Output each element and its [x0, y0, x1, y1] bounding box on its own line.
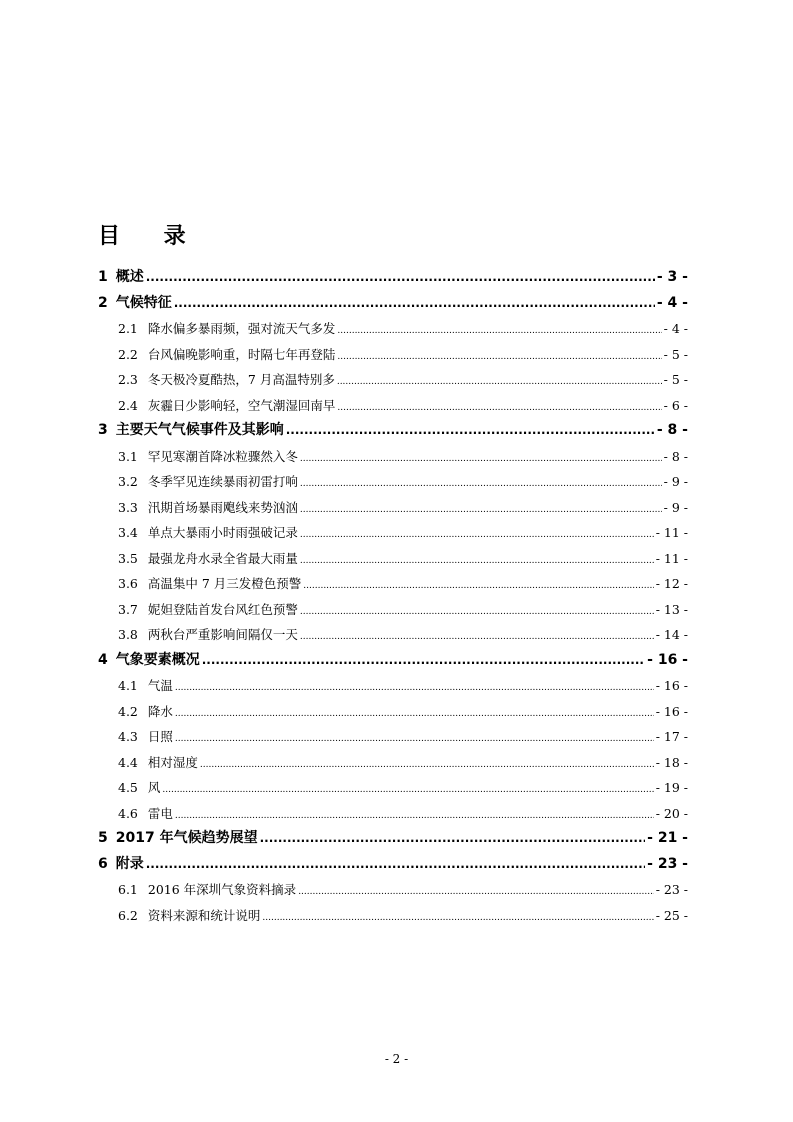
toc-entry-number: 2.3 — [118, 372, 138, 387]
toc-entry-number: 2 — [98, 294, 108, 311]
toc-entry-page: - 11 - — [655, 525, 688, 540]
dot-leader — [162, 778, 653, 801]
toc-entry-number: 4.3 — [118, 729, 138, 744]
toc-entry-page: - 3 - — [656, 269, 688, 285]
toc-entry-text: 雷电 — [147, 805, 173, 821]
toc-entry-page: - 13 - — [655, 601, 688, 617]
page-number: - 2 - — [384, 1052, 409, 1066]
toc-entry-number: 2.4 — [118, 397, 138, 413]
dot-leader — [300, 549, 654, 572]
toc-entry[interactable] — [98, 342, 688, 368]
toc-entry-text: 气象要素概况 — [115, 651, 200, 668]
toc-entry-page: - 19 - — [655, 780, 688, 795]
toc-entry-page: - 4 - — [663, 321, 688, 336]
toc-entry-number: 3 — [98, 422, 108, 438]
toc-entry-page: - 23 - — [655, 882, 688, 897]
toc-entry[interactable] — [98, 291, 688, 317]
toc-entry-page: - 5 - — [663, 346, 688, 362]
dot-leader — [337, 345, 661, 368]
dot-leader — [286, 418, 655, 444]
toc-entry-text: 最强龙舟水录全省最大雨量 — [147, 550, 298, 566]
toc-entry-text: 气温 — [147, 678, 173, 693]
toc-entry[interactable] — [98, 648, 688, 674]
toc-entry-page: - 16 - — [655, 678, 688, 693]
dot-leader — [337, 319, 661, 342]
toc-entry-number: 3.8 — [118, 627, 138, 642]
toc-entry-text: 冬季罕见连续暴雨初雷打响 — [147, 474, 298, 489]
toc-entry-number: 4.6 — [118, 805, 138, 821]
dot-leader — [337, 370, 662, 393]
toc-entry-page: - 17 - — [655, 729, 688, 744]
toc-entry-number: 3.5 — [118, 550, 138, 566]
toc-entry-number: 4.1 — [118, 678, 138, 693]
toc-entry[interactable] — [98, 877, 688, 903]
toc-entry-number: 1 — [98, 269, 108, 285]
toc-entry-number: 3.1 — [118, 448, 138, 464]
toc-entry[interactable] — [98, 316, 688, 342]
toc-entry[interactable] — [98, 724, 688, 750]
toc-entry-page: - 16 - — [647, 651, 688, 668]
dot-leader — [175, 804, 654, 827]
dot-leader — [260, 826, 646, 852]
toc-entry-page: - 18 - — [655, 754, 688, 770]
toc-entry[interactable] — [98, 673, 688, 699]
dot-leader — [146, 265, 655, 291]
toc-entry-text: 单点大暴雨小时雨强破记录 — [147, 525, 298, 540]
toc-entry-text: 汛期首场暴雨飑线来势汹汹 — [147, 499, 298, 515]
toc-entry-text: 灰霾日少影响轻，空气潮湿回南早 — [147, 397, 336, 413]
dot-leader — [300, 447, 662, 470]
toc-entry-page: - 6 - — [663, 397, 688, 413]
toc-entry-number: 3.2 — [118, 474, 138, 489]
toc-entry-page: - 12 - — [655, 576, 688, 591]
toc-entry-text: 妮妲登陆首发台风红色预警 — [147, 601, 298, 617]
dot-leader — [146, 852, 645, 878]
dot-leader — [303, 574, 653, 597]
toc-entry[interactable] — [98, 750, 688, 776]
toc-entry-text: 两秋台严重影响间隔仅一天 — [147, 627, 298, 642]
toc-entry-page: - 8 - — [663, 448, 688, 464]
dot-leader — [202, 648, 645, 674]
dot-leader — [337, 396, 661, 419]
dot-leader — [262, 906, 653, 929]
dot-leader — [300, 472, 662, 495]
toc-entry[interactable] — [98, 622, 688, 648]
dot-leader — [174, 291, 655, 317]
toc-entry[interactable] — [98, 469, 688, 495]
toc-entry[interactable] — [98, 444, 688, 470]
toc-entry-page: - 9 - — [663, 474, 688, 489]
toc-entry[interactable] — [98, 495, 688, 521]
toc-entry-text: 风 — [147, 780, 161, 795]
toc-entry-text: 冬天极冷夏酷热，7 月高温特别多 — [147, 372, 335, 387]
dot-leader — [300, 523, 654, 546]
toc-entry[interactable] — [98, 418, 688, 444]
toc-entry-text: 资料来源和统计说明 — [147, 907, 261, 923]
toc-entry-number: 2.1 — [118, 321, 138, 336]
dot-leader — [175, 727, 654, 750]
toc-entry-page: - 16 - — [655, 703, 688, 719]
toc-entry-text: 高温集中 7 月三发橙色预警 — [147, 576, 302, 591]
toc-entry[interactable] — [98, 597, 688, 623]
dot-leader — [300, 600, 654, 623]
toc-entry-number: 3.4 — [118, 525, 138, 540]
toc-entry-text: 概述 — [115, 269, 144, 285]
toc-entry-number: 4.2 — [118, 703, 138, 719]
dot-leader — [298, 880, 654, 903]
toc-entry[interactable] — [98, 265, 688, 291]
toc-entry-text: 降水 — [147, 703, 173, 719]
toc-entry-text: 附录 — [115, 855, 144, 872]
toc-entry-number: 3.7 — [118, 601, 138, 617]
toc-entry-page: - 21 - — [647, 830, 688, 846]
dot-leader — [300, 625, 654, 648]
toc-entry-page: - 4 - — [656, 294, 688, 311]
toc-entry-number: 3.6 — [118, 576, 138, 591]
toc-entry-page: - 25 - — [655, 907, 688, 923]
toc-entry-number: 6 — [98, 855, 108, 872]
toc-entry-number: 4.5 — [118, 780, 138, 795]
toc-entry[interactable] — [98, 571, 688, 597]
toc-entry-text: 台风偏晚影响重，时隔七年再登陆 — [147, 346, 336, 362]
toc-entry-number: 6.2 — [118, 907, 138, 923]
toc-entry-text: 降水偏多暴雨频，强对流天气多发 — [147, 321, 336, 336]
toc-entry-page: - 23 - — [647, 855, 688, 872]
toc-entry-page: - 20 - — [655, 805, 688, 821]
toc-entry-number: 5 — [98, 830, 108, 846]
toc-entry[interactable] — [98, 520, 688, 546]
toc-entry[interactable] — [98, 546, 688, 572]
toc-entry-page: - 5 - — [663, 372, 688, 387]
toc-entry[interactable] — [98, 801, 688, 827]
toc-entry[interactable] — [98, 826, 688, 852]
table-of-contents — [98, 265, 688, 928]
dot-leader — [175, 702, 654, 725]
dot-leader — [200, 753, 654, 776]
toc-entry-text: 主要天气气候事件及其影响 — [115, 422, 284, 438]
toc-title: 目 录 — [98, 224, 204, 249]
toc-entry-text: 相对湿度 — [147, 754, 198, 770]
toc-entry-number: 2.2 — [118, 346, 138, 362]
toc-entry-number: 3.3 — [118, 499, 138, 515]
toc-entry-page: - 14 - — [655, 627, 688, 642]
toc-entry[interactable] — [98, 775, 688, 801]
toc-entry[interactable] — [98, 852, 688, 878]
toc-entry-page: - 8 - — [656, 422, 688, 438]
toc-entry-number: 4 — [98, 651, 108, 668]
toc-entry-number: 4.4 — [118, 754, 138, 770]
toc-entry[interactable] — [98, 903, 688, 929]
toc-entry[interactable] — [98, 367, 688, 393]
toc-entry-text: 气候特征 — [115, 294, 172, 311]
toc-entry[interactable] — [98, 393, 688, 419]
toc-entry-text: 日照 — [147, 729, 173, 744]
toc-entry-text: 2016 年深圳气象资料摘录 — [147, 882, 297, 897]
toc-entry[interactable] — [98, 699, 688, 725]
toc-entry-text: 2017 年气候趋势展望 — [115, 830, 258, 846]
toc-entry-page: - 11 - — [655, 550, 688, 566]
toc-entry-number: 6.1 — [118, 882, 138, 897]
dot-leader — [300, 498, 662, 521]
toc-entry-text: 罕见寒潮首降冰粒骤然入冬 — [147, 448, 298, 464]
dot-leader — [175, 676, 654, 699]
toc-entry-page: - 9 - — [663, 499, 688, 515]
